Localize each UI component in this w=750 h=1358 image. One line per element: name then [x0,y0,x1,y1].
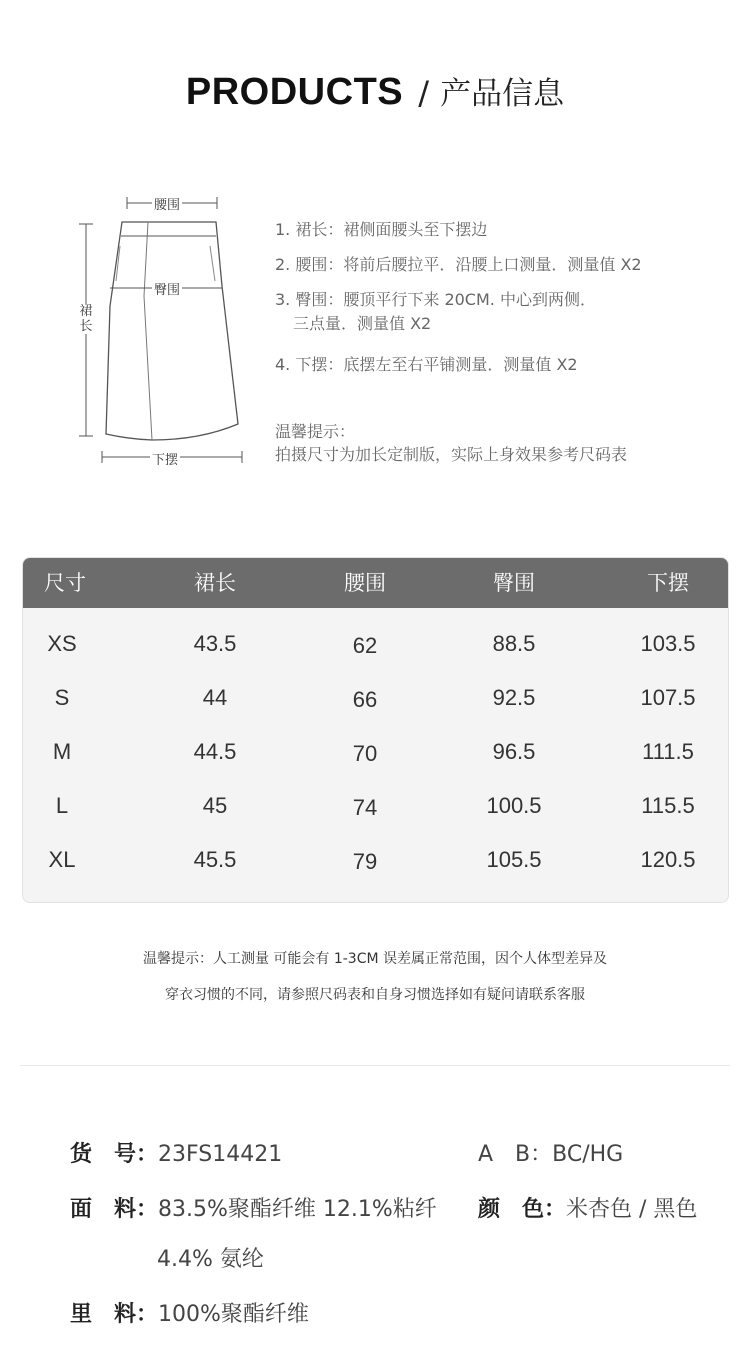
skirt-outline-illustration [70,186,260,476]
fabric-value-continued: 4.4% 氨纶 [157,1247,264,1272]
lining-value: 100%聚酯纤维 [158,1302,309,1327]
section-divider [20,1065,730,1066]
cell-size: XS [47,631,77,656]
lining-label: 里 料： [70,1302,159,1327]
title-separator: / [418,74,429,112]
fabric-value: 83.5%聚酯纤维 12.1%粘纤 [158,1197,437,1222]
cell-length: 45 [202,793,228,818]
cell-waist: 79 [352,849,378,874]
cell-waist: 74 [352,795,378,820]
page-title [0,68,750,114]
size-table [22,557,729,903]
title-english: PRODUCTS [185,71,404,113]
table-row [23,725,728,779]
diagram-hip-label: 臀围 [152,279,182,298]
diagram-length-label: 裙长 [79,304,93,334]
diagram-waist-label: 腰围 [152,194,182,213]
cell-length: 44 [202,685,228,710]
item-number-value: 23FS14421 [158,1142,283,1167]
measurement-tip-line2: 穿衣习惯的不同，请参照尺码表和自身习惯选择如有疑问请联系客服 [165,987,585,1003]
cell-waist: 70 [352,741,378,766]
ab-row [478,1137,623,1168]
cell-size: M [52,739,72,764]
note-hem: 4. 下摆：底摆左至右平铺测量．测量值 X2 [275,355,578,374]
table-header [23,558,728,608]
cell-hip: 100.5 [486,793,542,818]
cell-size: L [55,793,69,818]
tip-text: 拍摄尺寸为加长定制版，实际上身效果参考尺码表 [275,445,628,464]
color-label: 颜 色： [478,1197,567,1222]
cell-hip: 105.5 [486,847,542,872]
note-waist: 2. 腰围：将前后腰拉平．沿腰上口测量．测量值 X2 [275,255,642,274]
table-row [23,617,728,671]
ab-value: BC/HG [552,1142,624,1167]
cell-hip: 92.5 [492,685,536,710]
cell-size: XL [48,847,76,872]
header-length: 裙长 [194,571,236,595]
cell-hem: 103.5 [640,631,696,656]
header-hem: 下摆 [647,571,689,595]
fabric-row [70,1192,437,1223]
cell-length: 43.5 [193,631,237,656]
cell-hem: 115.5 [641,793,695,818]
cell-length: 44.5 [193,739,237,764]
ab-label: A B： [478,1142,553,1167]
tip-title: 温馨提示： [275,422,356,441]
measurement-tip-line1: 温馨提示：人工测量 可能会有 1-3CM 误差属正常范围，因个人体型差异及 [142,951,608,967]
lining-row [70,1297,309,1328]
fabric-label: 面 料： [70,1197,159,1222]
note-hip: 3. 臀围：腰顶平行下来 20CM. 中心到两侧． [275,290,596,309]
header-waist: 腰围 [344,571,386,595]
skirt-measurement-diagram [70,186,260,476]
cell-waist: 62 [352,633,378,658]
cell-length: 45.5 [193,847,237,872]
header-hip: 臀围 [493,571,535,595]
title-chinese: 产品信息 [440,76,565,112]
cell-hem: 111.5 [642,739,694,764]
item-number-row [70,1137,282,1168]
fabric-row-continued [157,1242,264,1273]
note-hip-continued: 三点量．测量值 X2 [293,314,432,333]
header-size: 尺寸 [44,571,86,595]
diagram-hem-label: 下摆 [150,449,180,468]
note-length: 1. 裙长：裙侧面腰头至下摆边 [275,220,488,239]
cell-hip: 96.5 [492,739,536,764]
table-row [23,779,728,833]
color-row [478,1192,697,1223]
table-row [23,671,728,725]
cell-size: S [54,685,70,710]
cell-hem: 120.5 [640,847,696,872]
table-row [23,833,728,887]
item-number-label: 货 号： [70,1142,159,1167]
cell-hip: 88.5 [492,631,536,656]
color-value: 米杏色 / 黑色 [566,1197,698,1222]
cell-hem: 107.5 [640,685,696,710]
cell-waist: 66 [352,687,378,712]
